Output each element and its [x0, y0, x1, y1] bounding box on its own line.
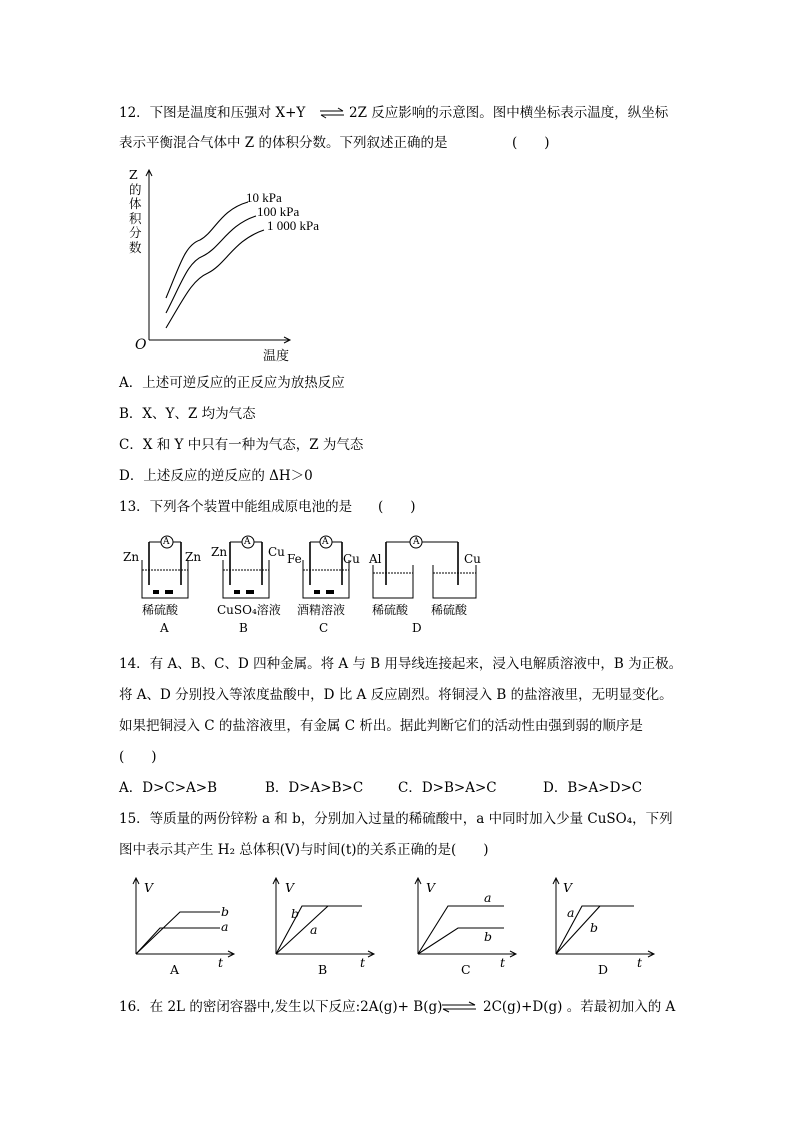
q14-line4: ( ) — [119, 749, 157, 765]
q13-answer-paren: ( ) — [378, 499, 416, 515]
q12-graph-origin: O — [135, 337, 147, 353]
q14-option-b: B．D>A>B>C — [265, 780, 364, 796]
q14-line3: 如果把铜浸入 C 的盐溶液里，有金属 C 析出。据此判断它们的活动性由强到弱的顺序是 — [119, 718, 643, 734]
q12-option-d: D．上述反应的逆反应的 ΔH＞0 — [119, 468, 313, 484]
q16-pre: 16．在 2L 的密闭容器中,发生以下反应:2A(g)+ B(g) — [119, 999, 443, 1015]
curve-label-100kpa: 100 kPa — [257, 204, 300, 219]
q12-line1-post: 2Z 反应影响的示意图。图中横坐标表示温度，纵坐标 — [349, 105, 669, 121]
q12-graph-xlabel: 温度 — [263, 349, 290, 364]
q12-line2: 表示平衡混合气体中 Z 的体积分数。下列叙述正确的是 — [119, 135, 448, 151]
q12-graph-ylabel: Z 的 体 积 分 数 — [129, 167, 142, 255]
curve-label-10kpa: 10 kPa — [246, 190, 282, 205]
q14-option-c: C．D>B>A>C — [398, 780, 497, 796]
q14-option-d: D．B>A>D>C — [543, 780, 643, 796]
curve-label-1000kpa: 1 000 kPa — [267, 218, 319, 233]
q16-post: 2C(g)+D(g) 。若最初加入的 A — [483, 999, 676, 1015]
q12-option-c: C．X 和 Y 中只有一种为气态，Z 为气态 — [119, 437, 364, 453]
q14-option-a: A．D>C>A>B — [119, 780, 218, 796]
q14-line2: 将 A、D 分别投入等浓度盐酸中，D 比 A 反应剧烈。将铜浸入 B 的盐溶液里，无明显变化。 — [119, 687, 673, 703]
q12-line1-pre: 12．下图是温度和压强对 X+Y — [119, 105, 306, 121]
equilibrium-arrow-icon — [441, 1001, 477, 1013]
q13-stem: 13．下列各个装置中能组成原电池的是 — [119, 499, 353, 515]
equilibrium-arrow-icon — [319, 107, 345, 119]
q12-option-a: A．上述可逆反应的正反应为放热反应 — [119, 375, 345, 391]
q12-answer-paren: ( ) — [512, 135, 550, 151]
q15-line1: 15．等质量的两份锌粉 a 和 b，分别加入过量的稀硫酸中，a 中同时加入少量 CuSO₄，下列 — [119, 811, 673, 827]
q12-option-b: B．X、Y、Z 均为气态 — [119, 406, 256, 422]
curve-1000kpa — [166, 230, 264, 328]
q15-line2: 图中表示其产生 H₂ 总体积(V)与时间(t)的关系正确的是( ) — [119, 842, 489, 858]
q14-line1: 14．有 A、B、C、D 四种金属。将 A 与 B 用导线连接起来，浸入电解质溶液中，B 为正极。 — [119, 656, 683, 672]
curve-10kpa — [166, 202, 248, 298]
